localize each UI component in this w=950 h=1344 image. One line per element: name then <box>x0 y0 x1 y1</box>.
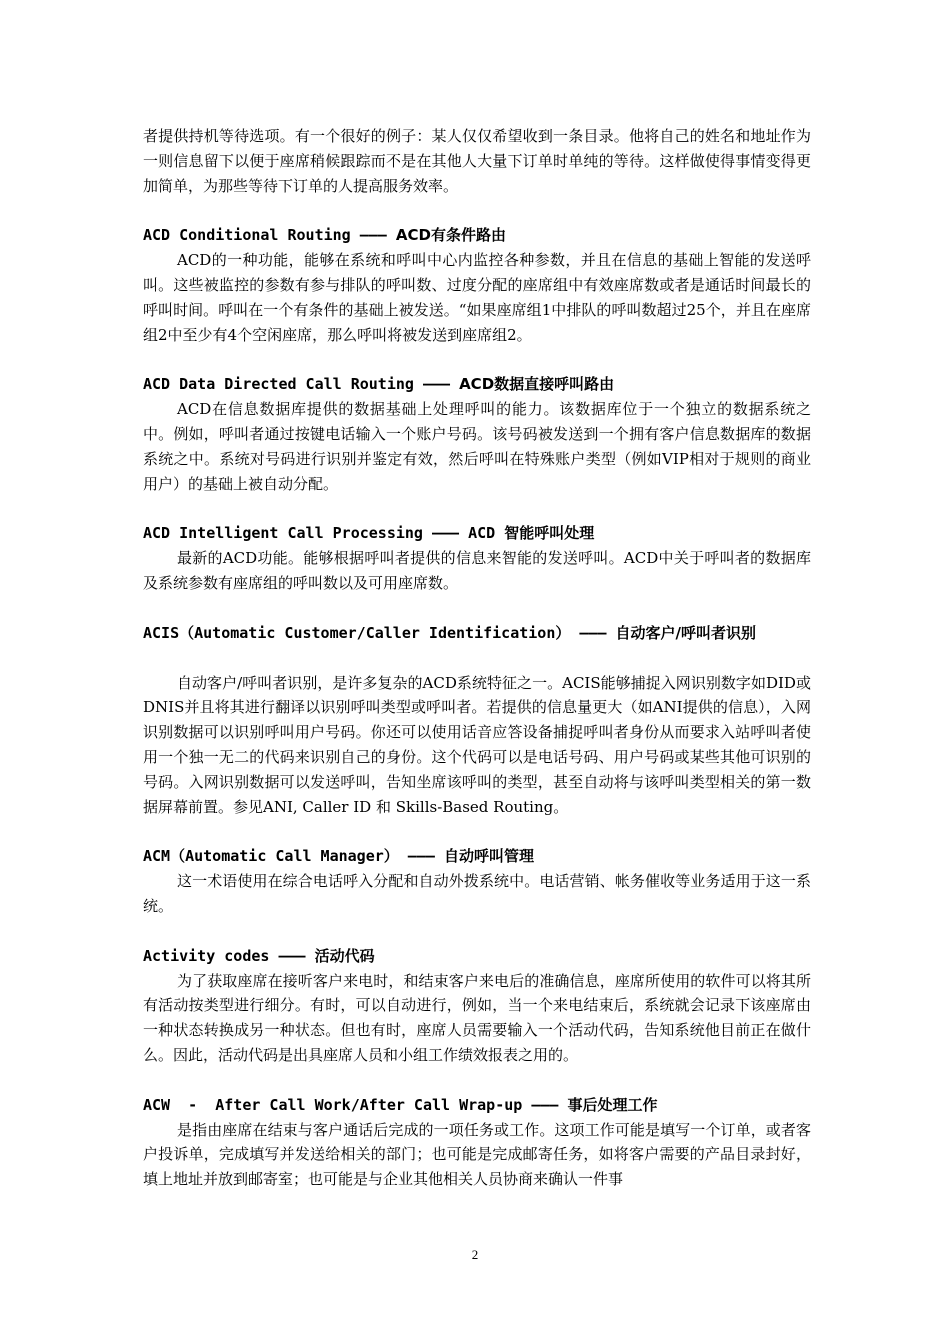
glossary-entries <box>143 223 811 1192</box>
glossary-definition: 是指由座席在结束与客户通话后完成的一项任务或工作。这项工作可能是填写一个订单，或者客户投诉单，完成填写并发送给相关的部门；也可能是完成邮寄任务，如将客户需要的产品目录封好，填上地址并放到邮寄室；也可能是与企业其他相关人员协商来确认一件事 <box>143 1120 811 1189</box>
term-english: ACM（Automatic Call Manager） ——— <box>143 847 444 866</box>
term-english: Activity codes ——— <box>143 946 315 965</box>
glossary-term <box>143 1093 811 1118</box>
term-chinese: 自动呼叫管理 <box>443 847 534 866</box>
term-english: ACW - After Call Work/After Call Wrap-up ——— <box>143 1095 568 1114</box>
term-chinese: ACD有条件路由 <box>395 226 506 245</box>
glossary-term <box>143 521 811 546</box>
glossary-term <box>143 844 811 869</box>
intro-paragraph: 者提供持机等待选项。有一个很好的例子：某人仅仅希望收到一条目录。他将自己的姓名和地址作为一则信息留下以便于座席稍候跟踪而不是在其他人大量下订单时单纯的等待。这样做使得事情变得更加简单，为那些等待下订单的人提高服务效率。 <box>143 127 811 195</box>
term-chinese: ACD数据直接呼叫路由 <box>459 375 615 394</box>
term-english: ACIS（Automatic Customer/Caller Identification） ——— <box>143 623 616 642</box>
glossary-definition: 这一术语使用在综合电话呼入分配和自动外拨系统中。电话营销、帐务催收等业务适用于这一系统。 <box>143 872 811 915</box>
term-english: ACD Conditional Routing ——— <box>143 226 396 245</box>
term-chinese: 事后处理工作 <box>567 1095 658 1114</box>
glossary-definition: 为了获取座席在接听客户来电时，和结束客户来电后的准确信息，座席所使用的软件可以将其所有活动按类型进行细分。有时，可以自动进行，例如，当一个来电结束后，系统就会记录下该座席由一种状态转换成另一种状态。但也有时，座席人员需要输入一个活动代码，告知系统他目前正在做什么。因此，活动代码是出具座席人员和小组工作绩效报表之用的。 <box>143 971 811 1064</box>
glossary-definition: ACD在信息数据库提供的数据基础上处理呼叫的能力。该数据库位于一个独立的数据系统之中。例如，呼叫者通过按键电话输入一个账户号码。该号码被发送到一个拥有客户信息数据库的数据系统之中。系统对号码进行识别并鉴定有效，然后呼叫在特殊账户类型（例如VIP相对于规则的商业用户）的基础上被自动分配。 <box>143 400 811 493</box>
term-chinese: 活动代码 <box>314 946 375 965</box>
glossary-term <box>143 944 811 969</box>
glossary-term <box>143 372 811 397</box>
term-chinese: 智能呼叫处理 <box>504 524 595 543</box>
page-number: 2 <box>471 1247 479 1262</box>
term-chinese: 自动客户/呼叫者识别 <box>615 623 756 642</box>
glossary-term <box>143 223 811 248</box>
term-english: ACD Data Directed Call Routing ——— <box>143 375 460 394</box>
document-page <box>143 124 811 1192</box>
spacer <box>143 646 811 671</box>
glossary-definition: 最新的ACD功能。能够根据呼叫者提供的信息来智能的发送呼叫。ACD中关于呼叫者的数据库及系统参数有座席组的呼叫数以及可用座席数。 <box>143 549 811 592</box>
term-english: ACD Intelligent Call Processing ——— ACD <box>143 524 505 543</box>
glossary-term <box>143 621 811 646</box>
glossary-definition: 自动客户/呼叫者识别，是许多复杂的ACD系统特征之一。ACIS能够捕捉入网识别数字如DID或DNIS并且将其进行翻译以识别呼叫类型或呼叫者。若提供的信息量更大（如ANI提供的信息），入网识别数据可以识别呼叫用户号码。你还可以使用话音应答设备捕捉呼叫者身份从而要求入站呼叫者使用一个独一无二的代码来识别自己的身份。这个代码可以是电话号码、用户号码或某些其他可识别的号码。入网识别数据可以发送呼叫，告知坐席该呼叫的类型，甚至自动将与该呼叫类型相关的第一数据屏幕前置。参见ANI, Caller ID 和 Skills-Based Routing。 <box>143 673 811 816</box>
glossary-definition: ACD的一种功能，能够在系统和呼叫中心内监控各种参数，并且在信息的基础上智能的发送呼叫。这些被监控的参数有参与排队的呼叫数、过度分配的座席组中有效座席数或者是通话时间最长的呼叫时间。呼叫在一个有条件的基础上被发送。“如果座席组1中排队的呼叫数超过25个，并且在座席组2中至少有4个空闲座席，那么呼叫将被发送到座席组2。 <box>143 251 811 344</box>
